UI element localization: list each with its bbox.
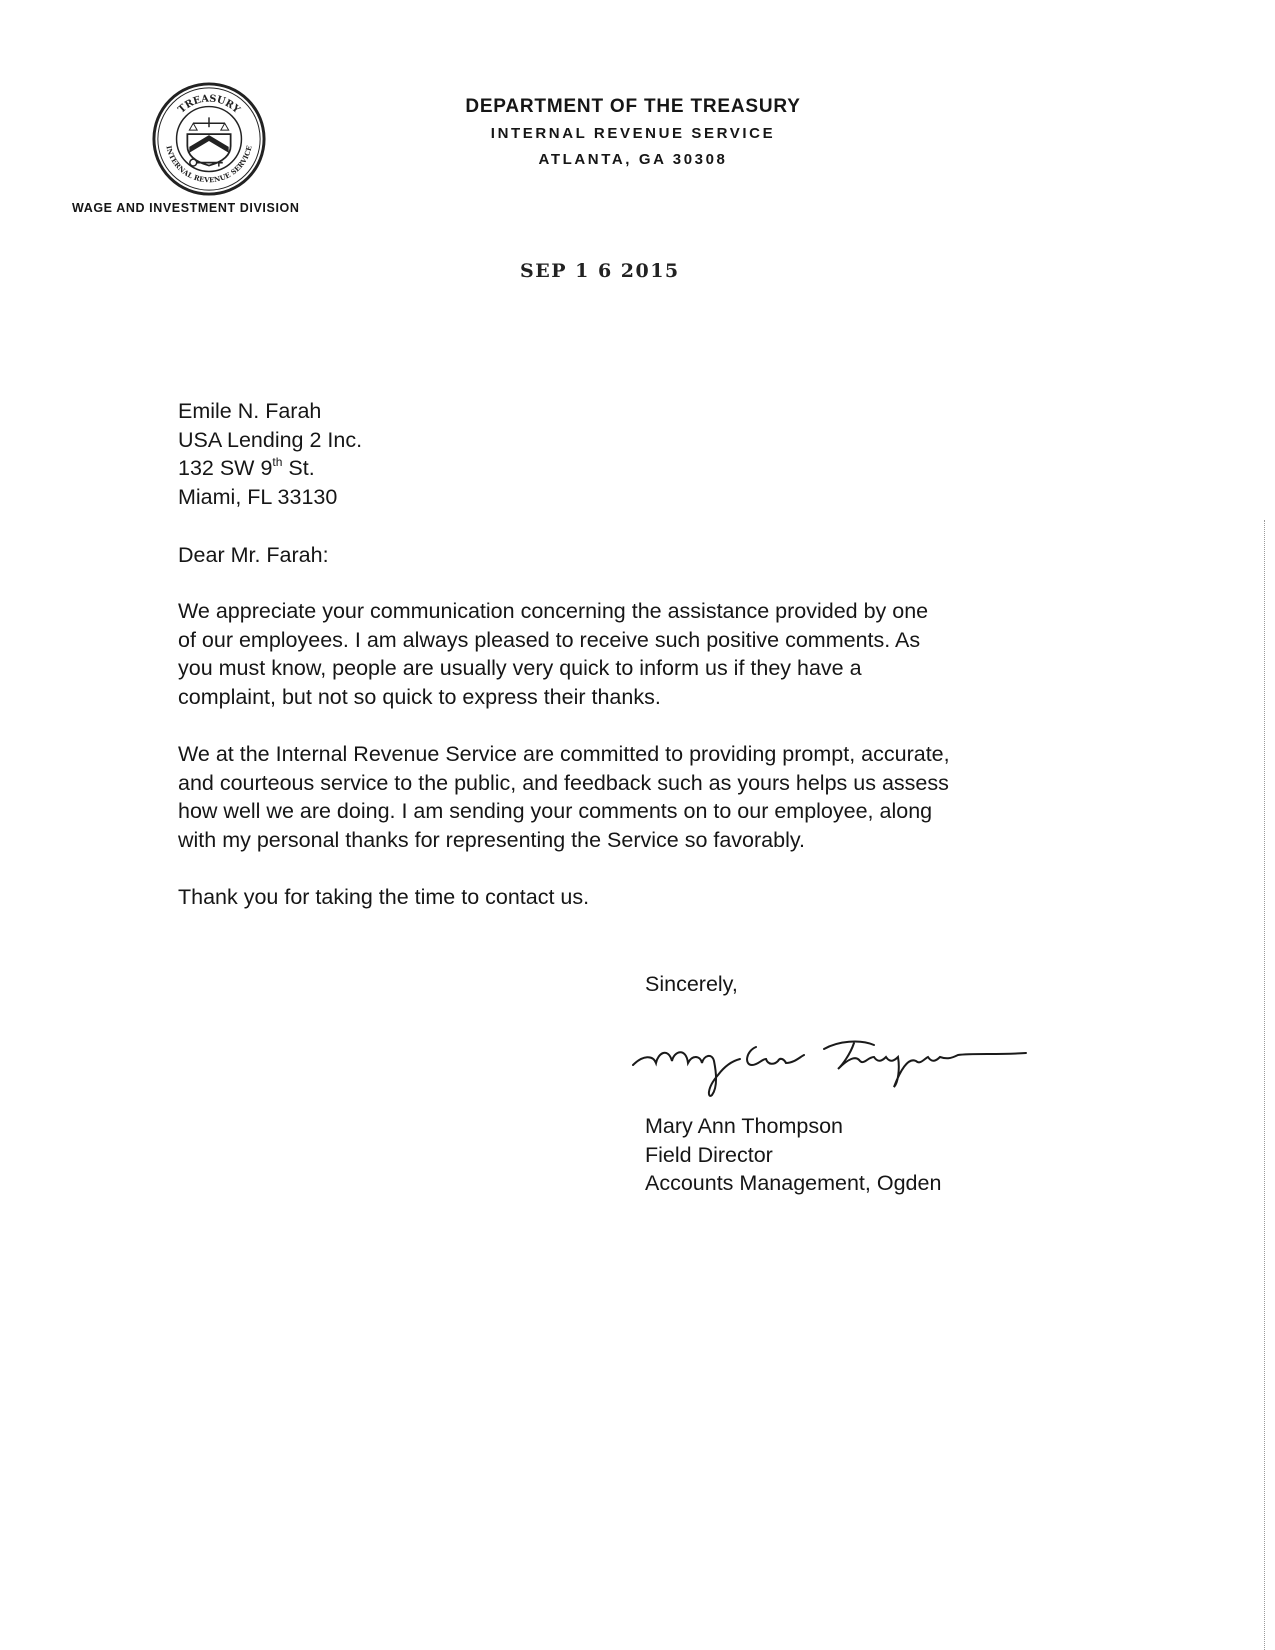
signature-block <box>645 1112 941 1198</box>
street-suffix: St. <box>282 456 315 480</box>
agency-heading: INTERNAL REVENUE SERVICE <box>490 125 776 142</box>
recipient-company: USA Lending 2 Inc. <box>178 427 363 452</box>
signer-name: Mary Ann Thompson <box>645 1114 843 1138</box>
recipient-city: Miami, FL 33130 <box>178 484 338 509</box>
treasury-seal-icon <box>150 80 268 198</box>
paragraph-line: you must know, people are usually very quick to inform us if they have a <box>178 656 862 680</box>
scan-edge <box>1264 520 1267 1650</box>
paragraph-line: of our employees. I am always pleased to receive such positive comments. As <box>178 627 921 652</box>
svg-text:TREASURY <box>176 93 242 116</box>
recipient-address <box>178 397 362 511</box>
closing: Sincerely, <box>645 972 738 996</box>
salutation: Dear Mr. Farah: <box>178 543 329 567</box>
paragraph-line: complaint, but not so quick to express their thanks. <box>178 684 661 709</box>
seal-graphic <box>150 80 268 198</box>
seal-top-text: TREASURY <box>176 93 242 116</box>
signer-department: Accounts Management, Ogden <box>645 1171 942 1195</box>
paragraph-line: how well we are doing. I am sending your comments on to our employee, along <box>178 799 933 823</box>
department-heading: DEPARTMENT OF THE TREASURY <box>465 96 801 117</box>
paragraph-line: We appreciate your communication concerning the assistance provided by one <box>178 599 929 623</box>
seal-bottom-text: INTERNAL REVENUE SERVICE <box>164 144 254 185</box>
paragraph-line: with my personal thanks for representing the Service so favorably. <box>178 827 805 852</box>
recipient-street <box>178 454 362 483</box>
street-prefix: 132 SW 9 <box>178 456 273 480</box>
paragraph-1 <box>178 597 1083 711</box>
division-name: WAGE AND INVESTMENT DIVISION <box>72 201 300 215</box>
handwritten-signature <box>628 1025 1038 1105</box>
paragraph-line: We at the Internal Revenue Service are committed to providing prompt, accurate, <box>178 742 950 766</box>
street-ordinal: th <box>272 455 283 469</box>
paragraph-2 <box>178 740 1083 854</box>
location-heading: ATLANTA, GA 30308 <box>538 151 728 168</box>
signer-title: Field Director <box>645 1142 773 1167</box>
signature-graphic <box>628 1025 1038 1105</box>
paragraph-3: Thank you for taking the time to contact us. <box>178 885 590 909</box>
date-stamp: SEP 1 6 2015 <box>520 260 680 282</box>
paragraph-line: and courteous service to the public, and feedback such as yours helps us assess <box>178 770 949 795</box>
recipient-name: Emile N. Farah <box>178 399 322 423</box>
